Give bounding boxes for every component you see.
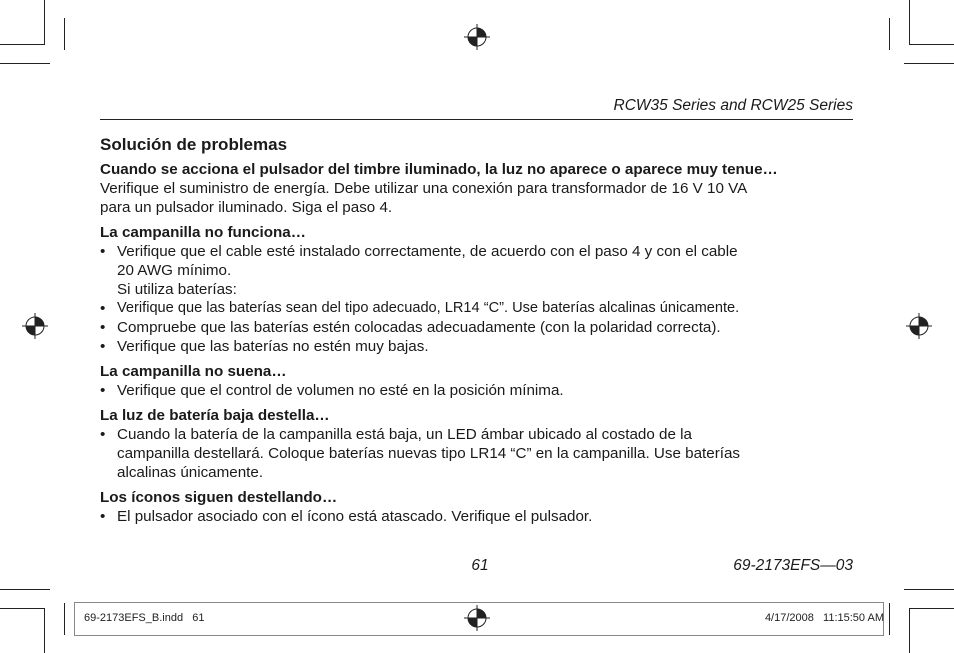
crop-mark xyxy=(0,44,45,45)
troubleshooting-section xyxy=(100,135,860,526)
bullet-icon: • xyxy=(100,508,106,525)
list-item-line: 20 AWG mínimo. xyxy=(117,262,232,279)
crop-mark xyxy=(909,0,910,45)
crop-mark xyxy=(64,603,65,635)
bullet-icon: • xyxy=(100,319,106,336)
crop-mark xyxy=(44,0,45,45)
crop-mark xyxy=(909,608,910,653)
problem-heading: La campanilla no suena… xyxy=(100,363,287,380)
problem-heading: La luz de batería baja destella… xyxy=(100,407,330,424)
list-item xyxy=(100,242,860,280)
list-item xyxy=(100,381,860,400)
list-item-text: El pulsador asociado con el ícono está atascado. Verifique el pulsador. xyxy=(117,508,593,525)
list-item-text: Verifique que las baterías sean del tipo adecuado, LR14 “C”. Use baterías alcalinas únicamente. xyxy=(117,300,740,316)
document-number: 69-2173EFS—03 xyxy=(733,557,853,574)
header-rule xyxy=(100,119,853,120)
list-item-line: Cuando la batería de la campanilla está baja, un LED ámbar ubicado al costado de la xyxy=(117,426,692,443)
crop-mark xyxy=(889,603,890,635)
section-title: Solución de problemas xyxy=(100,135,288,154)
registration-target-icon xyxy=(22,313,48,339)
crop-mark xyxy=(64,18,65,50)
crop-mark xyxy=(0,589,50,590)
list-item-line: Verifique que el cable esté instalado correctamente, de acuerdo con el paso 4 y con el cable xyxy=(117,243,738,260)
registration-target-icon xyxy=(906,313,932,339)
list-item-text: Verifique que el control de volumen no esté en la posición mínima. xyxy=(117,382,564,399)
crop-mark xyxy=(0,608,45,609)
list-item-text: Compruebe que las baterías estén colocadas adecuadamente (con la polaridad correcta). xyxy=(117,319,721,336)
list-item xyxy=(100,425,860,482)
crop-mark xyxy=(889,18,890,50)
bullet-icon: • xyxy=(100,382,106,399)
bullet-icon: • xyxy=(100,243,106,260)
problem-heading: Cuando se acciona el pulsador del timbre iluminado, la luz no aparece o aparece muy tenue… xyxy=(100,161,778,178)
running-header: RCW35 Series and RCW25 Series xyxy=(613,97,853,114)
slug-timestamp: 4/17/2008 11:15:50 AM xyxy=(764,612,884,624)
crop-mark xyxy=(0,63,50,64)
crop-mark xyxy=(909,608,954,609)
list-item-line: alcalinas únicamente. xyxy=(117,464,264,481)
solution-text-line: para un pulsador iluminado. Siga el paso 4. xyxy=(100,199,393,216)
crop-mark xyxy=(904,589,954,590)
bullet-icon: • xyxy=(100,300,106,317)
problem-heading: La campanilla no funciona… xyxy=(100,224,306,241)
slug-filename: 69-2173EFS_B.indd 61 xyxy=(84,612,205,624)
list-item xyxy=(100,318,860,337)
bullet-icon: • xyxy=(100,338,106,355)
crop-mark xyxy=(904,63,954,64)
solution-text-line: Verifique el suministro de energía. Debe utilizar una conexión para transformador de 16 V 10 VA xyxy=(100,180,748,197)
list-item-text: Verifique que las baterías no estén muy bajas. xyxy=(117,338,429,355)
registration-target-icon xyxy=(464,24,490,50)
crop-mark xyxy=(909,44,954,45)
crop-mark xyxy=(44,608,45,653)
list-item xyxy=(100,507,860,526)
list-item-line: campanilla destellará. Coloque baterías nuevas tipo LR14 “C” en la campanilla. Use baterías xyxy=(117,445,741,462)
page-number: 61 xyxy=(471,557,489,574)
note-text: Si utiliza baterías: xyxy=(117,281,237,298)
list-item xyxy=(100,299,860,318)
list-item xyxy=(100,337,860,356)
bullet-icon: • xyxy=(100,426,106,443)
problem-heading: Los íconos siguen destellando… xyxy=(100,489,338,506)
